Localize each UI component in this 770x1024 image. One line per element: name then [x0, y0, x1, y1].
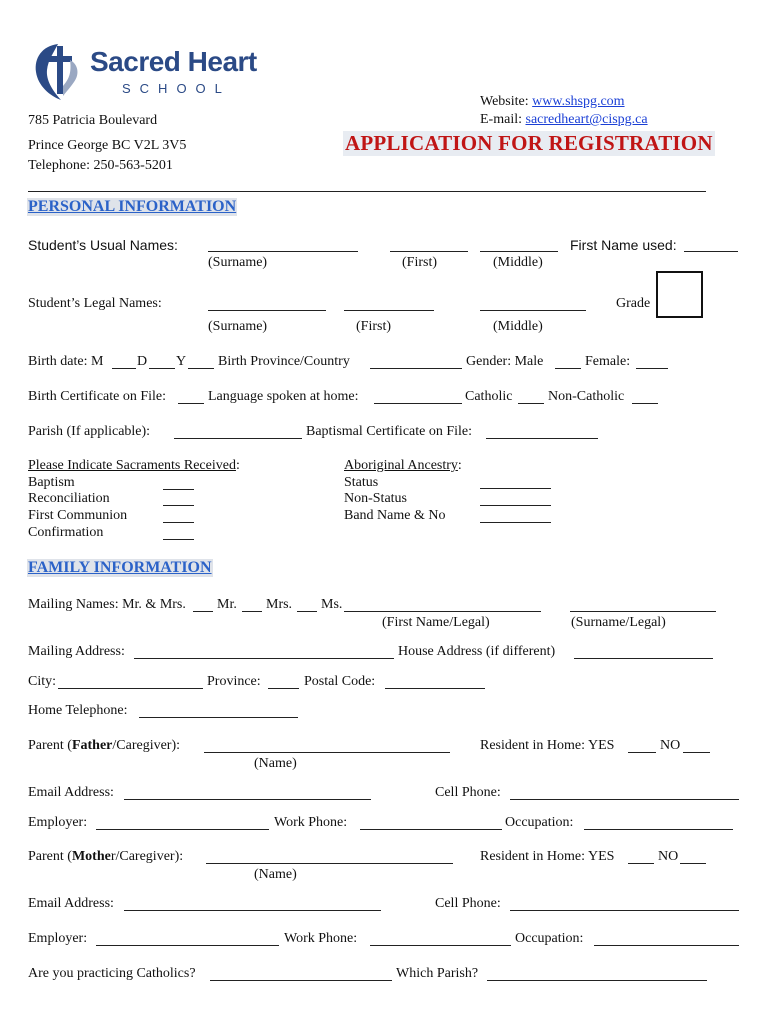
parent-mother-label [28, 849, 183, 865]
father-no-label: NO [660, 738, 681, 753]
birth-d-label: D [137, 354, 148, 369]
mother-yes-field[interactable] [628, 863, 654, 864]
birth-month-field[interactable] [112, 368, 136, 369]
birth-cert-field[interactable] [178, 403, 204, 404]
father-no-field[interactable] [683, 752, 710, 753]
father-work-label: Work Phone: [274, 815, 348, 830]
postal-code-label: Postal Code: [304, 674, 376, 689]
language-label: Language spoken at home: [208, 389, 359, 404]
legal-surname-caption: (Surname) [208, 319, 268, 334]
sacrament-first-communion: First Communion [28, 508, 128, 523]
baptismal-label: Baptismal Certificate on File: [306, 424, 473, 439]
mother-word: Mothe [71, 849, 111, 864]
birth-province-label: Birth Province/Country [218, 354, 350, 369]
father-occupation-label: Occupation: [505, 815, 574, 830]
mr-mrs-field[interactable] [193, 611, 213, 612]
gender-male-label: Gender: Male [466, 354, 544, 369]
male-field[interactable] [555, 368, 581, 369]
sacred-heart-emblem-icon [30, 40, 92, 102]
legal-surname-field[interactable] [208, 310, 326, 311]
birth-y-label: Y [176, 354, 187, 369]
father-yes-field[interactable] [628, 752, 656, 753]
header-divider [28, 191, 706, 192]
parish-field[interactable] [174, 438, 302, 439]
legal-first-caption: (First) [356, 319, 391, 334]
mrs-field[interactable] [297, 611, 317, 612]
confirmation-field[interactable] [163, 539, 194, 540]
father-work-field[interactable] [360, 829, 502, 830]
birth-date-m-label: Birth date: M [28, 354, 104, 369]
female-field[interactable] [636, 368, 668, 369]
ms-label: Ms. [321, 597, 343, 612]
mother-work-label: Work Phone: [284, 931, 358, 946]
first-name-used-label: First Name used: [570, 237, 677, 253]
section-header-family: FAMILY INFORMATION [28, 559, 212, 576]
aboriginal-status: Status [344, 475, 379, 490]
baptism-field[interactable] [163, 489, 194, 490]
mrs-label: Mrs. [266, 597, 293, 612]
birth-year-field[interactable] [188, 368, 214, 369]
mother-cell-field[interactable] [510, 910, 739, 911]
parent-father-label [28, 738, 180, 754]
mailing-names-label: Mailing Names: Mr. & Mrs. [28, 597, 186, 612]
first-name-legal-caption: (First Name/Legal) [382, 615, 490, 630]
caregiver-suffix: /Caregiver): [112, 738, 181, 753]
usual-names-label: Student’s Usual Names: [28, 237, 178, 253]
mother-work-field[interactable] [370, 945, 511, 946]
city-field[interactable] [58, 688, 203, 689]
legal-middle-field[interactable] [480, 310, 586, 311]
middle-caption: (Middle) [493, 255, 543, 270]
father-email-label: Email Address: [28, 785, 114, 800]
mother-email-field[interactable] [124, 910, 381, 911]
mother-occupation-label: Occupation: [515, 931, 584, 946]
email-link[interactable]: sacredheart@cispg.ca [525, 112, 648, 127]
father-employer-field[interactable] [96, 829, 269, 830]
school-logo [30, 40, 270, 102]
home-telephone-label: Home Telephone: [28, 703, 128, 718]
logo-sub: SCHOOL [122, 81, 231, 96]
catholic-label: Catholic [465, 389, 513, 404]
mother-resident-label: Resident in Home: YES [480, 849, 615, 864]
sacraments-header: Please Indicate Sacraments Received: [28, 458, 240, 473]
female-label: Female: [585, 354, 631, 369]
mr-field[interactable] [242, 611, 262, 612]
telephone: Telephone: 250-563-5201 [28, 158, 173, 173]
usual-surname-field[interactable] [208, 251, 358, 252]
street-address: 785 Patricia Boulevard [28, 113, 158, 128]
band-field[interactable] [480, 522, 551, 523]
mr-label: Mr. [217, 597, 237, 612]
mailing-address-label: Mailing Address: [28, 644, 125, 659]
logo-name: Sacred Heart [90, 46, 257, 77]
page-title: APPLICATION FOR REGISTRATION [345, 131, 713, 155]
aboriginal-header-text: Aboriginal Ancestry [344, 458, 458, 473]
birth-province-field[interactable] [370, 368, 462, 369]
postal-code-field[interactable] [385, 688, 485, 689]
non-catholic-field[interactable] [632, 403, 658, 404]
mother-no-label: NO [658, 849, 679, 864]
first-name-used-field[interactable] [684, 251, 738, 252]
mother-suffix: r/Caregiver): [110, 849, 184, 864]
mailing-address-field[interactable] [134, 658, 394, 659]
birth-cert-label: Birth Certificate on File: [28, 389, 167, 404]
mother-name-field[interactable] [206, 863, 453, 864]
father-occupation-field[interactable] [584, 829, 733, 830]
baptismal-field[interactable] [486, 438, 598, 439]
parent-prefix: Parent ( [28, 738, 72, 753]
father-email-field[interactable] [124, 799, 371, 800]
mother-cell-label: Cell Phone: [435, 896, 501, 911]
usual-first-field[interactable] [390, 251, 468, 252]
practicing-catholics-field[interactable] [210, 980, 392, 981]
father-employer-label: Employer: [28, 815, 88, 830]
mother-email-label: Email Address: [28, 896, 114, 911]
non-status-field[interactable] [480, 505, 551, 506]
status-field[interactable] [480, 488, 551, 489]
language-field[interactable] [374, 403, 462, 404]
mother-occupation-field[interactable] [594, 945, 739, 946]
city-address: Prince George BC V2L 3V5 [28, 138, 187, 153]
father-resident-label: Resident in Home: YES [480, 738, 615, 753]
father-name-field[interactable] [204, 752, 450, 753]
parent-prefix-2: Parent ( [28, 849, 72, 864]
first-caption: (First) [402, 255, 437, 270]
house-address-field[interactable] [574, 658, 713, 659]
house-address-label: House Address (if different) [398, 644, 556, 659]
father-cell-label: Cell Phone: [435, 785, 501, 800]
email-line [480, 112, 648, 128]
aboriginal-band: Band Name & No [344, 508, 446, 523]
legal-names-label: Student’s Legal Names: [28, 296, 162, 311]
which-parish-field[interactable] [487, 980, 707, 981]
sacrament-baptism: Baptism [28, 475, 75, 490]
non-catholic-label: Non-Catholic [548, 389, 625, 404]
surname-legal-caption: (Surname/Legal) [571, 615, 666, 630]
practicing-catholics-label: Are you practicing Catholics? [28, 966, 196, 981]
province-field[interactable] [268, 688, 299, 689]
usual-middle-field[interactable] [480, 251, 558, 252]
father-name-caption: (Name) [254, 756, 297, 771]
grade-box[interactable] [656, 271, 703, 318]
legal-first-field[interactable] [344, 310, 434, 311]
legal-middle-caption: (Middle) [493, 319, 543, 334]
home-telephone-field[interactable] [139, 717, 298, 718]
father-cell-field[interactable] [510, 799, 739, 800]
mother-employer-field[interactable] [96, 945, 279, 946]
province-label: Province: [207, 674, 261, 689]
which-parish-label: Which Parish? [396, 966, 479, 981]
sacrament-reconciliation: Reconciliation [28, 491, 110, 506]
mother-name-caption: (Name) [254, 867, 297, 882]
mother-no-field[interactable] [680, 863, 706, 864]
website-link[interactable]: www.shspg.com [532, 94, 625, 109]
mailing-surname-field[interactable] [570, 611, 716, 612]
city-label: City: [28, 674, 57, 689]
website-line [480, 94, 625, 110]
section-header-personal: PERSONAL INFORMATION [28, 198, 237, 215]
surname-caption: (Surname) [208, 255, 268, 270]
reconciliation-field[interactable] [163, 505, 194, 506]
aboriginal-header: Aboriginal Ancestry: [344, 458, 462, 473]
catholic-field[interactable] [518, 403, 544, 404]
birth-day-field[interactable] [149, 368, 175, 369]
sacrament-confirmation: Confirmation [28, 525, 104, 540]
aboriginal-non-status: Non-Status [344, 491, 407, 506]
mother-employer-label: Employer: [28, 931, 88, 946]
grade-label: Grade [616, 296, 651, 311]
sacraments-header-text: Please Indicate Sacraments Received [28, 458, 236, 473]
mailing-first-field[interactable] [344, 611, 541, 612]
father-word: Father [71, 738, 113, 753]
first-communion-field[interactable] [163, 522, 194, 523]
website-label: Website: [480, 94, 533, 109]
parish-label: Parish (If applicable): [28, 424, 151, 439]
email-label: E-mail: [480, 112, 526, 127]
